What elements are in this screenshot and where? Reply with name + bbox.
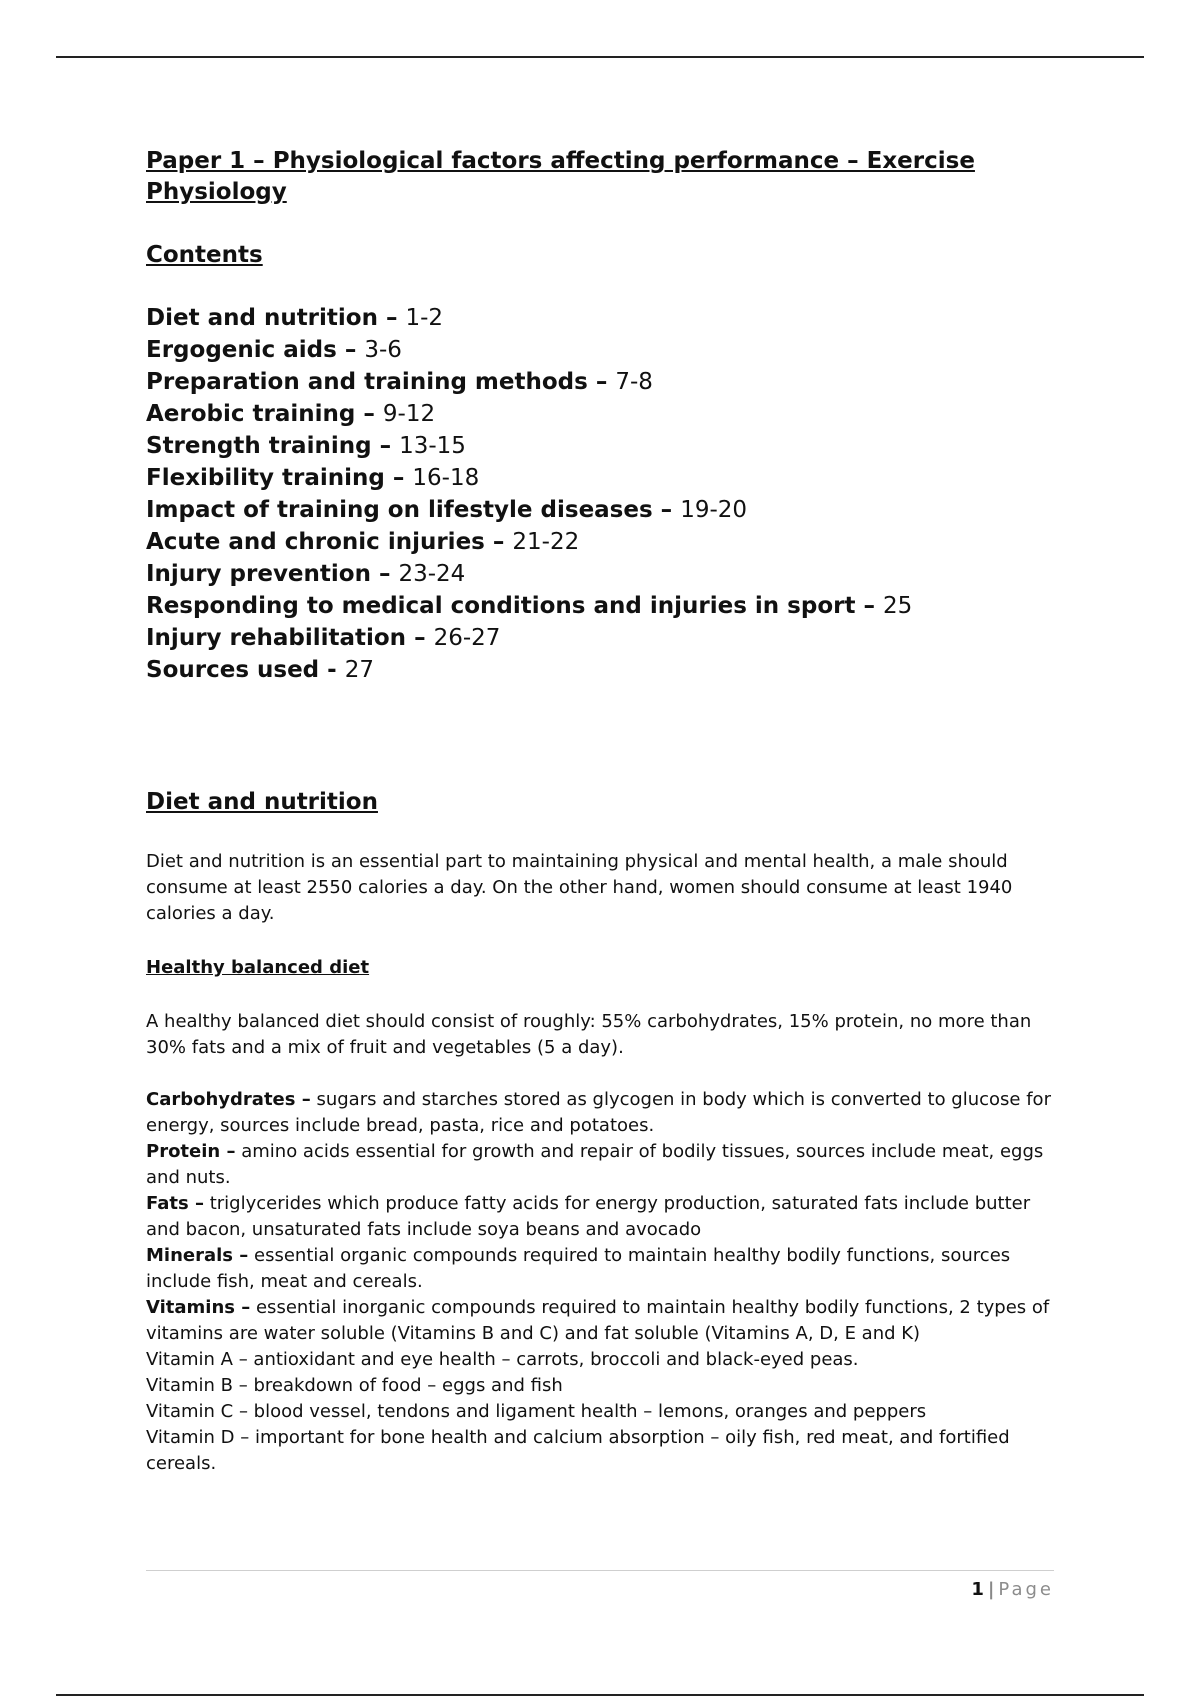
toc-entry-pages: 3-6 bbox=[364, 337, 402, 363]
toc-entry-separator: – bbox=[377, 305, 406, 331]
toc-entry-separator: – bbox=[355, 401, 383, 427]
nutrient-fats bbox=[146, 1191, 1061, 1243]
toc-entry-pages: 7-8 bbox=[615, 369, 653, 395]
toc-entry bbox=[146, 590, 1061, 622]
toc-entry-pages: 9-12 bbox=[382, 401, 436, 427]
toc-entry bbox=[146, 398, 1061, 430]
page-number: 1 bbox=[971, 1579, 984, 1600]
toc-entry-pages: 1-2 bbox=[405, 305, 444, 331]
nutrient-description: amino acids essential for growth and repair of bodily tissues, sources include meat, eggs and nuts. bbox=[146, 1141, 1044, 1188]
toc-entry-title: Sources used bbox=[146, 657, 320, 683]
nutrient-vitamins bbox=[146, 1295, 1061, 1347]
vitamin-b-line: Vitamin B – breakdown of food – eggs and fish bbox=[146, 1375, 563, 1396]
toc-entry-title: Ergogenic aids bbox=[146, 337, 337, 363]
nutrient-description: essential inorganic compounds required to maintain healthy bodily functions, 2 types of vitamins are water soluble (Vitamins B and C) and fat soluble (Vitamins A, D, E and K) bbox=[146, 1297, 1050, 1344]
section-heading-diet-nutrition: Diet and nutrition bbox=[146, 789, 378, 815]
vitamin-a-line: Vitamin A – antioxidant and eye health – carrots, broccoli and black-eyed peas. bbox=[146, 1349, 859, 1370]
toc-entry bbox=[146, 494, 1061, 526]
toc-entry-title: Injury prevention bbox=[146, 561, 371, 587]
page-footer bbox=[971, 1578, 1054, 1602]
toc-entry-pages: 25 bbox=[882, 593, 913, 619]
toc-entry-separator: – bbox=[370, 561, 399, 587]
page-label: Page bbox=[998, 1579, 1054, 1600]
toc-entry-pages: 27 bbox=[344, 657, 374, 683]
toc-entry bbox=[146, 334, 1061, 366]
balanced-diet-paragraph: A healthy balanced diet should consist of roughly: 55% carbohydrates, 15% protein, no more than 30% fats and a mix of fruit and vegetables (5 a day). bbox=[146, 1011, 1032, 1058]
contents-heading: Contents bbox=[146, 242, 263, 268]
toc-entry bbox=[146, 366, 1061, 398]
toc-entry-pages: 23-24 bbox=[398, 561, 466, 587]
toc-entry-title: Aerobic training bbox=[146, 401, 356, 427]
toc-entry-title: Injury rehabilitation bbox=[146, 625, 407, 651]
nutrient-term: Fats – bbox=[146, 1193, 204, 1214]
vitamin-c-line: Vitamin C – blood vessel, tendons and ligament health – lemons, oranges and peppers bbox=[146, 1401, 927, 1422]
nutrient-term: Vitamins – bbox=[146, 1297, 251, 1318]
nutrient-term: Carbohydrates – bbox=[146, 1089, 311, 1110]
bottom-border-rule bbox=[56, 1694, 1144, 1696]
toc-entry-pages: 21-22 bbox=[512, 529, 580, 555]
toc-entry-title: Preparation and training methods bbox=[146, 369, 588, 395]
top-border-rule bbox=[56, 56, 1144, 58]
toc-entry bbox=[146, 302, 1061, 334]
toc-entry bbox=[146, 622, 1061, 654]
vitamin-list bbox=[146, 1347, 1061, 1477]
toc-entry-pages: 26-27 bbox=[433, 625, 501, 651]
footer-divider bbox=[146, 1570, 1054, 1571]
nutrient-term: Minerals – bbox=[146, 1245, 249, 1266]
toc-entry-separator: – bbox=[384, 465, 413, 491]
toc-entry-title: Impact of training on lifestyle diseases bbox=[146, 497, 653, 523]
intro-paragraph: Diet and nutrition is an essential part to maintaining physical and mental health, a male should consume at least 2550 calories a day. On the other hand, women should consume at least 1940 calories a day. bbox=[146, 851, 1013, 924]
toc-entry-separator: – bbox=[855, 593, 883, 619]
nutrient-carbohydrates bbox=[146, 1087, 1061, 1139]
toc-entry-separator: – bbox=[587, 369, 616, 395]
toc-entry-pages: 16-18 bbox=[412, 465, 480, 491]
document-title: Paper 1 – Physiological factors affecting performance – Exercise Physiology bbox=[146, 148, 975, 205]
toc-entry-pages: 13-15 bbox=[399, 433, 466, 459]
page-content bbox=[146, 146, 1061, 1477]
toc-entry-title: Flexibility training bbox=[146, 465, 385, 491]
toc-entry bbox=[146, 654, 1061, 686]
nutrient-list bbox=[146, 1087, 1061, 1347]
nutrient-description: sugars and starches stored as glycogen in body which is converted to glucose for energy, sources include bread, pasta, rice and potatoes. bbox=[146, 1089, 1051, 1136]
toc-entry bbox=[146, 558, 1061, 590]
toc-entry-separator: – bbox=[336, 337, 365, 363]
page-separator: | bbox=[987, 1579, 995, 1600]
toc-entry-title: Responding to medical conditions and injuries in sport bbox=[146, 593, 856, 619]
toc-entry bbox=[146, 526, 1061, 558]
toc-entry-separator: – bbox=[652, 497, 681, 523]
subheading-healthy-balanced-diet: Healthy balanced diet bbox=[146, 957, 370, 978]
toc-entry-title: Strength training bbox=[146, 433, 372, 459]
toc-entry bbox=[146, 430, 1061, 462]
toc-entry bbox=[146, 462, 1061, 494]
nutrient-description: triglycerides which produce fatty acids for energy production, saturated fats include butter and bacon, unsaturated fats include soya beans and avocado bbox=[146, 1193, 1031, 1240]
toc-entry-separator: – bbox=[406, 625, 434, 651]
toc-entry-title: Diet and nutrition bbox=[146, 305, 378, 331]
nutrient-minerals bbox=[146, 1243, 1061, 1295]
nutrient-description: essential organic compounds required to maintain healthy bodily functions, sources include fish, meat and cereals. bbox=[146, 1245, 1011, 1292]
toc-entry-separator: - bbox=[319, 657, 345, 683]
nutrient-protein bbox=[146, 1139, 1061, 1191]
vitamin-d-line: Vitamin D – important for bone health and calcium absorption – oily fish, red meat, and fortified cereals. bbox=[146, 1427, 1010, 1474]
toc-entry-pages: 19-20 bbox=[680, 497, 748, 523]
toc-entry-title: Acute and chronic injuries bbox=[146, 529, 485, 555]
toc-entry-separator: – bbox=[371, 433, 400, 459]
nutrient-term: Protein – bbox=[146, 1141, 236, 1162]
toc-entry-separator: – bbox=[484, 529, 513, 555]
table-of-contents bbox=[146, 302, 1061, 686]
